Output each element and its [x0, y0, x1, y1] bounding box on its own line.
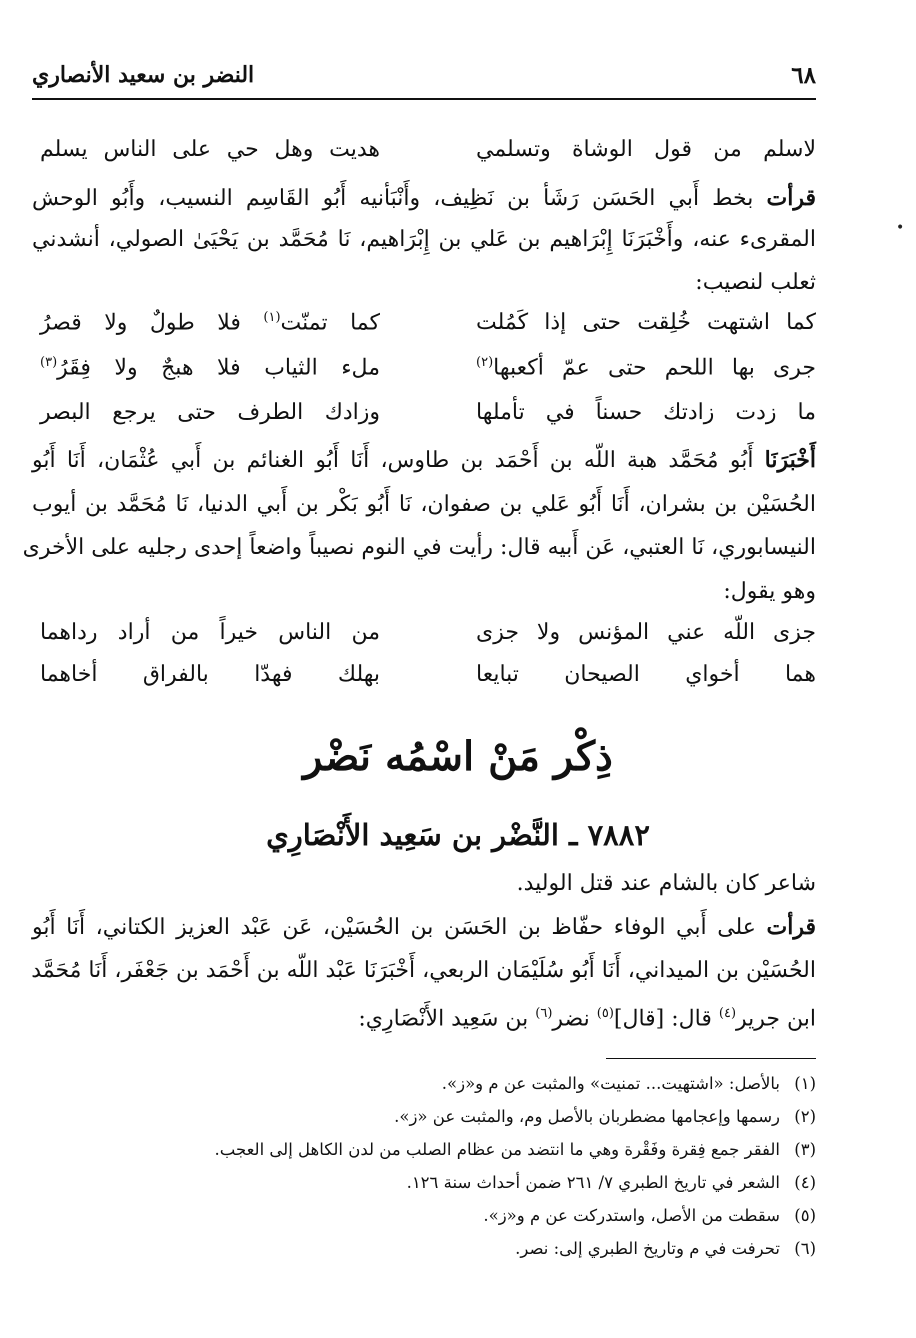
verse-text: فلا طولٌ ولا قصرُ [40, 310, 264, 336]
verse-hemistich: جزى اللّه عني المؤنس ولا جزى [476, 620, 816, 645]
line-text: على أَبي الوفاء حفّاظ بن الحَسَن بن الحُسَيْن، عَن عَبْد العزيز الكتاني، أَنَا أَبُو [32, 915, 767, 940]
verse-text: كما تمنّت [280, 310, 380, 336]
footnote [40, 1239, 816, 1258]
verse-text: ملء الثياب فلا هبجٌ ولا فِقَرُ [57, 355, 380, 381]
footnote-text: تحرفت في م وتاريخ الطبري إلى: نصر. [515, 1239, 780, 1258]
footnote-ref: (٣) [40, 355, 58, 370]
line-text: ابن جرير [736, 1006, 816, 1032]
footnote-number: (٦) [794, 1239, 816, 1258]
line-text: أَبُو مُحَمَّد هبة اللّه بن أَحْمَد بن طاوس، أَنَا أَبُو الغنائم بن أَبي عُثْمَان، أَنَا أَبُو [32, 448, 765, 473]
footnote-text: سقطت من الأصل، واستدركت عن م و«ز». [483, 1206, 780, 1225]
footnote-ref: (٤) [718, 1006, 737, 1021]
text-line [32, 909, 816, 946]
line-text: بن سَعِيد الأَنْصَارِي: [358, 1006, 536, 1032]
line-text: بخط أَبي الحَسَن رَشَأ بن نَظِيف، وأَنْبَأنيه أَبُو القَاسِم النسيب، وأَبُو الوحش [32, 186, 767, 211]
footnote [40, 1206, 816, 1225]
text-line: الحُسَيْن بن بشران، أَنَا أَبُو عَلي بن صفوان، نَا أَبُو بَكْر بن أَبي الدنيا، نَا مُحَمَّد بن أيوب [32, 492, 816, 517]
text-line: النيسابوري، نَا العتبي، عَن أَبيه قال: رأيت في النوم نصيباً واضعاً إحدى رجليه على الأخرى [22, 535, 816, 560]
keyword: قرأت [766, 914, 816, 940]
footnote-number: (٥) [794, 1206, 816, 1225]
footnote [40, 1107, 816, 1126]
footnote-ref: (٢) [476, 355, 494, 370]
footnote [40, 1140, 816, 1159]
verse-hemistich: لاسلم من قول الوشاة وتسلمي [476, 137, 816, 162]
footnote-text: بالأصل: «اشتهيت... تمنيت» والمثبت عن م و«ز». [441, 1074, 780, 1093]
line-text: نضر [552, 1006, 597, 1032]
verse-line [32, 662, 816, 702]
verse-line [32, 400, 816, 440]
footnote [40, 1173, 816, 1192]
verse-hemistich: من الناس خيراً من أراد رداهما [40, 620, 380, 645]
section-title: ذِكْر مَنْ اسْمُه نَضْر [303, 733, 613, 780]
verse-hemistich: بهلك فهدّا بالفراق أخاهما [40, 662, 380, 687]
text-line: الحُسَيْن بن الميداني، أَنَا أَبُو سُلَيْمَان الربعي، أَخْبَرَنَا عَبْد اللّه بن أَحْمَد بن جَعْفَر، أَنَا مُحَمَّد [31, 958, 816, 983]
entry-title: ٧٨٨٢ ـ النَّضْر بن سَعِيد الأَنْصَارِي [266, 818, 650, 852]
text-line [32, 180, 816, 217]
footnote-text: رسمها وإعجامها مضطربان بالأصل وم، والمثبت عن «ز». [394, 1107, 780, 1126]
keyword: قرأت [766, 185, 816, 211]
verse-hemistich [40, 355, 380, 380]
verse-line [32, 355, 816, 395]
verse-hemistich: كما اشتهت خُلِقت حتى إذا كَمُلت [476, 310, 816, 335]
footnote-text: الفقر جمع فِقرة وفَقْرة وهي ما انتضد من عظام الصلب من لدن الكاهل إلى العجب. [214, 1140, 780, 1159]
verse-line [32, 137, 816, 177]
running-title: النضر بن سعيد الأنصاري [32, 62, 255, 88]
line-text: قال: [قال] [613, 1006, 719, 1032]
footnote-number: (٢) [794, 1107, 816, 1126]
text-line [32, 996, 816, 1037]
verse-hemistich [476, 355, 816, 380]
footnote [40, 1074, 816, 1093]
verse-hemistich: هديت وهل حي على الناس يسلم [40, 137, 380, 162]
footnote-ref: (٦) [535, 1006, 553, 1021]
footnote-number: (٤) [794, 1173, 816, 1192]
footnote-ref: (١) [263, 310, 281, 325]
text-line [32, 442, 816, 479]
text-line: المقرىء عنه، وأَخْبَرَنَا إِبْرَاهيم بن عَلي بن إِبْرَاهيم، نَا مُحَمَّد بن يَحْيَىٰ الصولي، أنشدني [32, 227, 816, 252]
running-header [32, 58, 816, 98]
footnote-number: (١) [794, 1074, 816, 1093]
footnote-text: الشعر في تاريخ الطبري ٧/ ٢٦١ ضمن أحداث سنة ١٢٦. [406, 1173, 780, 1192]
header-rule [32, 98, 816, 100]
page-number: ٦٨ [791, 62, 816, 89]
verse-hemistich: ما زدت زادتك حسناً في تأملها [476, 400, 816, 425]
footnote-separator [606, 1058, 816, 1059]
keyword: أَخْبَرَنَا [764, 447, 816, 473]
verse-hemistich: هما أخواي الصيحان تبايعا [476, 662, 816, 687]
text-line: شاعر كان بالشام عند قتل الوليد. [516, 871, 816, 896]
footnote-ref: (٥) [596, 1006, 614, 1021]
text-line: وهو يقول: [723, 579, 816, 604]
verse-line [32, 620, 816, 660]
text-line: ثعلب لنصيب: [695, 270, 816, 295]
verse-text: جرى بها اللحم حتى عمّ أكعبها [493, 355, 816, 381]
footnote-number: (٣) [794, 1140, 816, 1159]
verse-line [32, 310, 816, 350]
verse-hemistich: وزادك الطرف حتى يرجع البصر [40, 400, 380, 425]
verse-hemistich [40, 310, 380, 335]
margin-dot: • [896, 220, 905, 236]
